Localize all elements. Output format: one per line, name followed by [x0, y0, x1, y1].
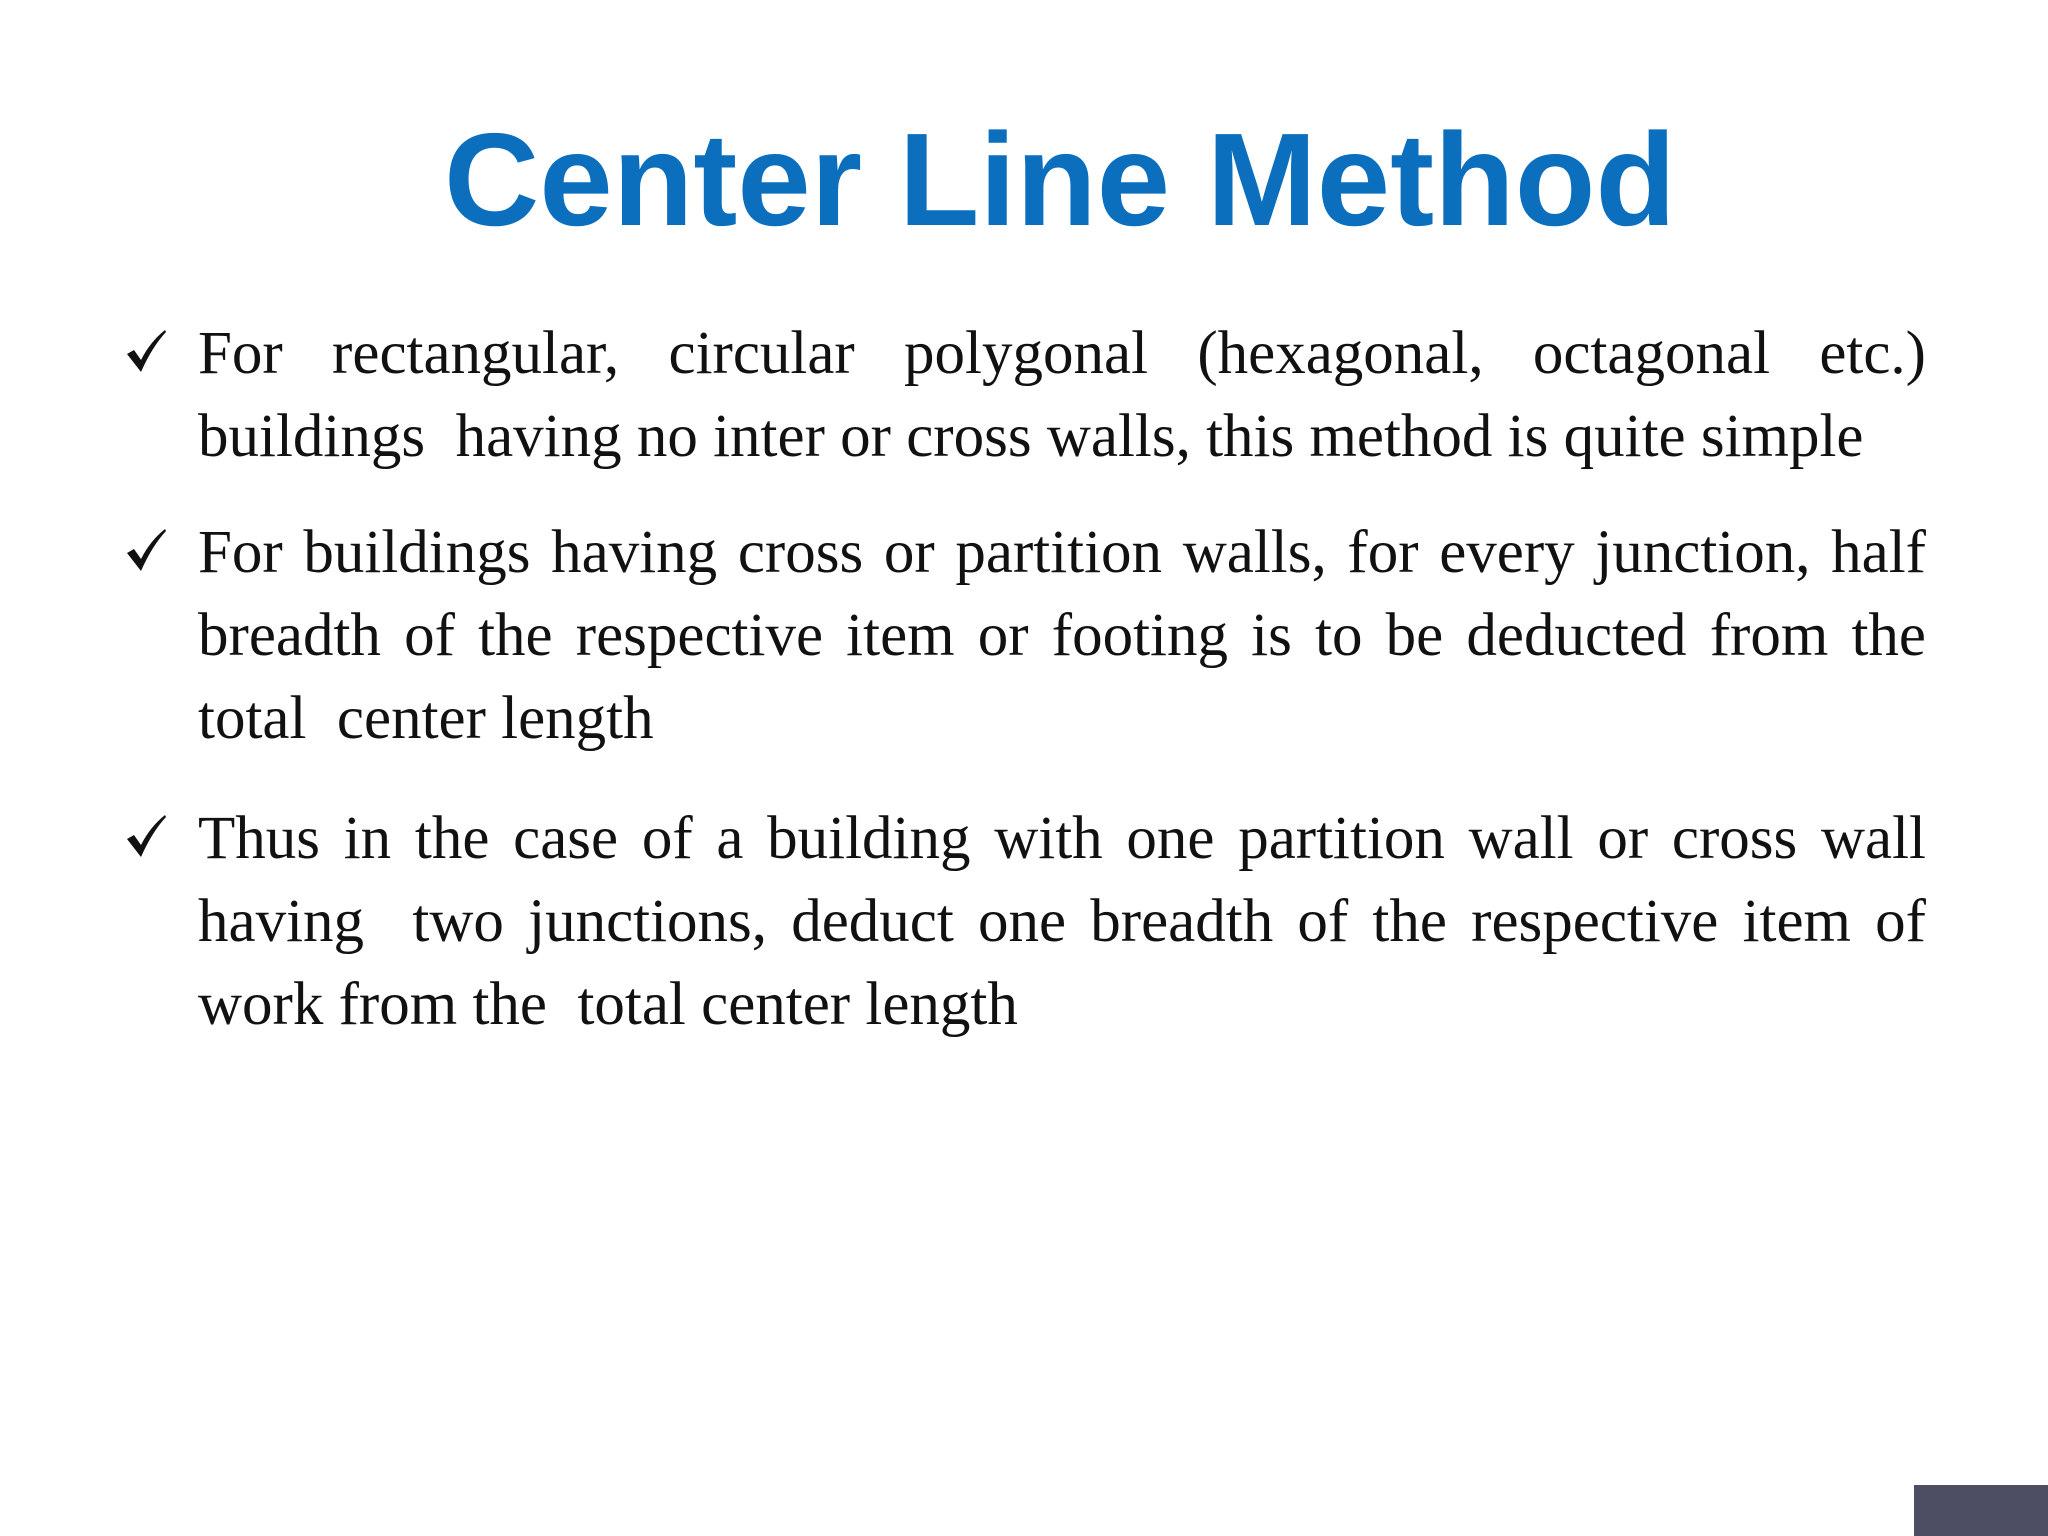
corner-decoration — [1914, 1485, 2048, 1536]
check-icon — [124, 519, 168, 579]
bullet-text: For rectangular, circular polygonal (hexagonal, octagonal etc.) buildings having no inter or cross walls, this method is quite simple — [198, 320, 1942, 470]
bullet-text: For buildings having cross or partition walls, for every junction, half breadth of the respective item or footing is to be deducted from the total center length — [198, 519, 1942, 752]
slide-title: Center Line Method — [443, 106, 1677, 253]
check-icon — [124, 320, 168, 380]
bullet-text: Thus in the case of a building with one partition wall or cross wall having two junctions, deduct one breadth of the respective item of work from the total center length — [198, 805, 1942, 1038]
check-icon — [124, 805, 168, 865]
